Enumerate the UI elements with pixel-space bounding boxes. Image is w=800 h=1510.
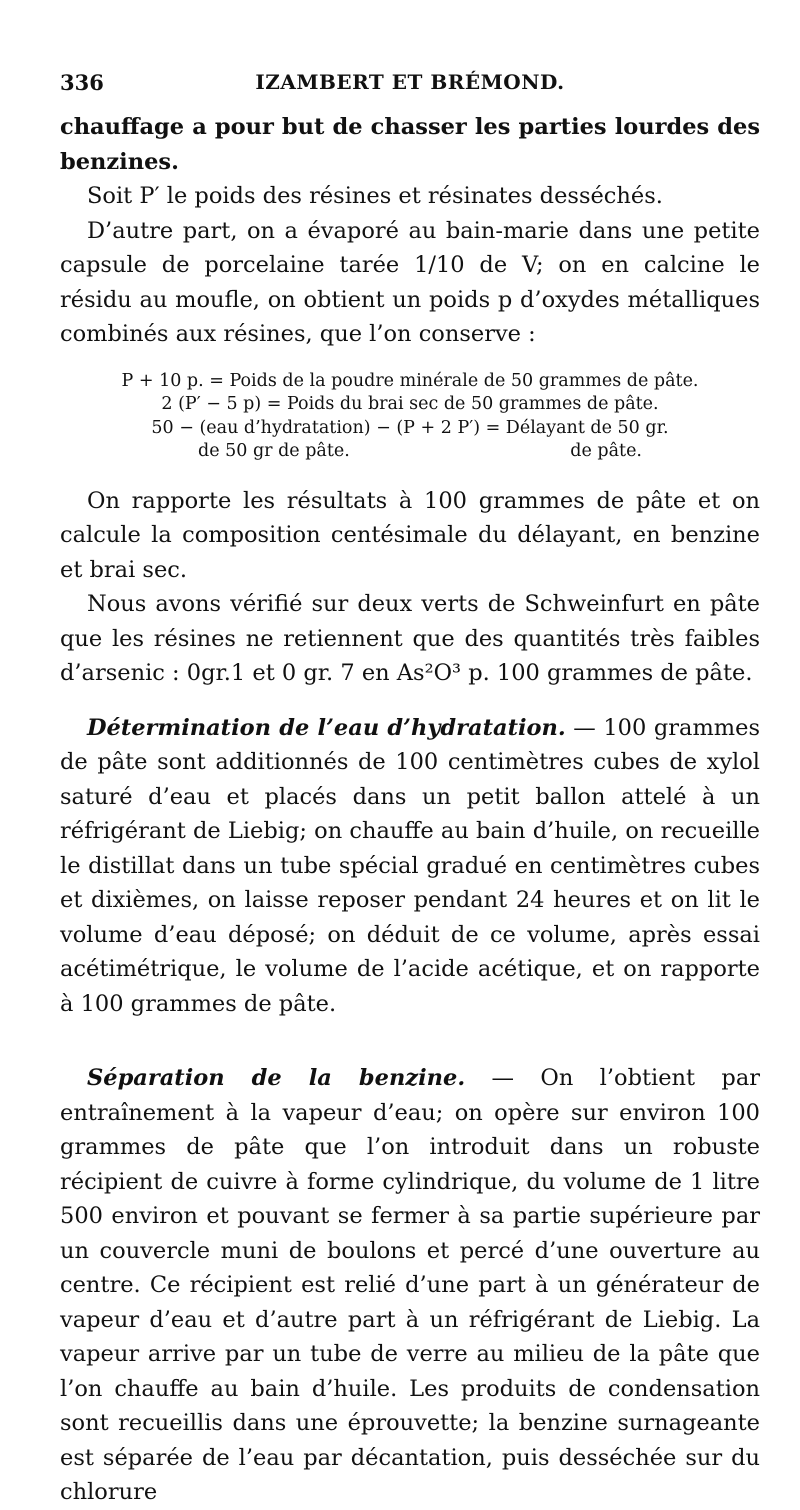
formula-line-4-left: de 50 gr de pâte. (198, 441, 350, 461)
section-heading-benzine: Séparation de la benzine. (87, 1065, 466, 1091)
section-heading-hydration: Détermination de l’eau d’hydratation. (87, 714, 566, 741)
section-text-benzine: — On l’obtient par entraînement à la vapeur d’eau; on opère sur environ 100 grammes de pâte que l’on introduit dans un robuste récipient de cuivre à forme cylindrique, du volume de 1 litre 500 environ et pouvant se fermer à sa partie supérieure par un couvercle muni de boulons et percé d’une ouverture au centre. Ce récipient est relié d’une part à un générateur de vapeur d’eau et d’autre part à un réfrigérant de Liebig. La vapeur arrive par un tube de verre au milieu de la pâte que l’on chauffe au bain d’huile. Les produits de condensation sont recueillis dans une éprouvette; la benzine surnageante est séparée de l’eau par décantation, puis desséchée sur du chlorure (60, 1065, 760, 1505)
formula-line-1: P + 10 p. = Poids de la poudre minérale de 50 grammes de pâte. (121, 370, 699, 391)
page-number: 336 (60, 70, 104, 95)
paragraph-results: On rapporte les résultats à 100 grammes de pâte et on calcule la composition centésimale du délayant, en benzine et brai sec. (60, 487, 760, 583)
formula-line-3: 50 − (eau d’hydratation) − (P + 2 P′) = Délayant de 50 gr. (151, 417, 669, 438)
section-text-hydration: — 100 grammes de pâte sont additionnés de 100 centimètres cubes de xylol saturé d’eau et placés dans un petit ballon attelé à un réfrigérant de Liebig; on chauffe au bain d’huile, on recueille le distillat dans un tube spécial gradué en centimètres cubes et dixièmes, on laisse reposer pendant 24 heures et on lit le volume d’eau déposé; on déduit de ce volume, après essai acétimétrique, le volume de l’acide acétique, et on rapporte à 100 grammes de pâte. (60, 714, 760, 1017)
paragraph-arsenic: Nous avons vérifié sur deux verts de Schweinfurt en pâte que les résines ne retiennent que des quantités très faibles d’arsenic : 0gr.1 et 0 gr. 7 en As²O³ p. 100 grammes de pâte. (60, 591, 760, 686)
page-body (60, 110, 760, 1510)
formula-line-4-right: de pâte. (570, 441, 642, 461)
formula-line-4 (60, 440, 760, 464)
paragraph-continuation: chauffage a pour but de chasser les parties lourdes des benzines. (60, 114, 760, 175)
section-gap (60, 1021, 760, 1061)
section-gap (60, 691, 760, 711)
paragraph-hydration (60, 711, 760, 1022)
paragraph-resin-weight: Soit P′ le poids des résines et résinates desséchés. (87, 183, 663, 209)
paragraph-evaporation: D’autre part, on a évaporé au bain-marie dans une petite capsule de porcelaine tarée 1/10 de V; on en calcine le résidu au moufle, on obtient un poids p d’oxydes métalliques combinés aux résines, que l’on conserve : (60, 217, 760, 347)
paragraph-benzine (60, 1061, 760, 1510)
formula-block (60, 370, 760, 464)
formula-line-2: 2 (P′ − 5 p) = Poids du brai sec de 50 grammes de pâte. (161, 394, 659, 414)
running-head: IZAMBERT ET BRÉMOND. (255, 70, 565, 94)
page-header (60, 70, 760, 100)
